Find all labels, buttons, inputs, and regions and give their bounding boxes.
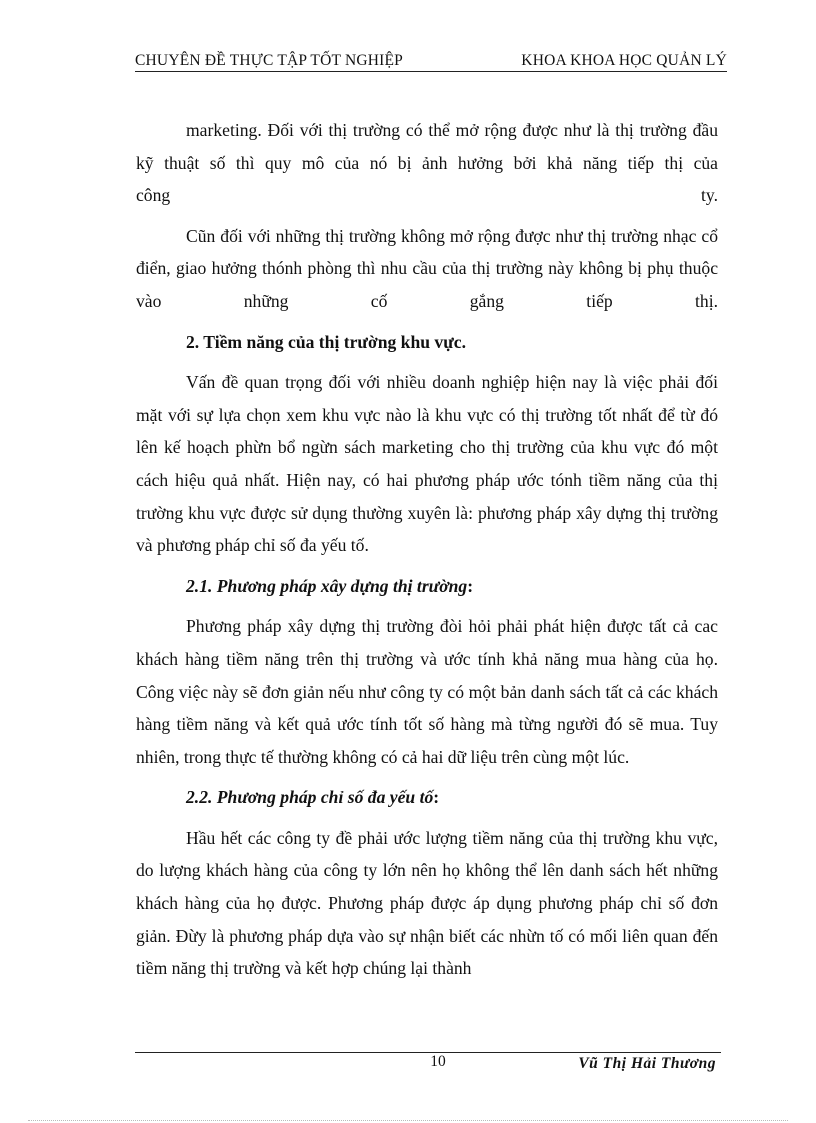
- paragraph-4: Phương pháp xây dựng thị trường đòi hỏi phải phát hiện được tất cả cac khách hàng tiềm năng trên thị trường và ước tính khả năng mua hàng của họ. Công việc này sẽ đơn giản nếu như công ty có một bản danh sách tất cả các khách hàng tiềm năng và kết quả ước tính tốt số hàng mà từng người đó sẽ mua. Tuy nhiên, trong thực tế thường không có cả hai dữ liệu trên cùng một lúc.: [136, 616, 718, 767]
- paragraph-2: Cũn đối với những thị trường không mở rộng được như thị trường nhạc cổ điển, giao hưởng thónh phòng thì nhu cầu của thị trường này không bị phụ thuộc vào những cố gắng tiếp thị.: [136, 225, 718, 311]
- subsection-heading-2-1: [136, 570, 718, 603]
- page-bottom-edge: [28, 1120, 788, 1121]
- section-heading-2: 2. Tiềm năng của thị trường khu vực.: [186, 331, 466, 352]
- page-number: 10: [430, 1053, 446, 1070]
- page-header: [135, 48, 727, 70]
- paragraph-1: [136, 114, 718, 179]
- subsection-heading-2-1-colon: :: [467, 575, 474, 596]
- subsection-heading-2-2-colon: :: [433, 787, 440, 808]
- paragraph-1-word-right: ty.: [701, 185, 718, 206]
- header-left-title: CHUYÊN ĐỀ THỰC TẬP TỐT NGHIỆP: [135, 52, 403, 69]
- subsection-heading-2-2: [136, 781, 718, 814]
- document-body: [136, 114, 718, 993]
- paragraph-5: Hầu hết các công ty đề phải ước lượng tiềm năng của thị trường khu vực, do lượng khách hàng của công ty lớn nên họ không thể lên danh sách hết những khách hàng của họ được. Phương pháp được áp dụng phương pháp chỉ số đơn giản. Đừy là phương pháp dựa vào sự nhận biết các nhừn tố có mối liên quan đến tiềm năng thị trường và kết hợp chúng lại thành: [136, 827, 718, 979]
- footer-author: Vũ Thị Hải Thương: [578, 1055, 716, 1072]
- paragraph-1-word-left: công: [136, 185, 171, 206]
- paragraph-3: Vấn đề quan trọng đối với nhiều doanh nghiệp hiện nay là việc phải đối mặt với sự lựa chọn xem khu vực nào là khu vực có thị trường tốt nhất để từ đó lên kế hoạch phừn bổ ngừn sách marketing cho thị trường của khu vực đó một cách hiệu quả nhất. Hiện nay, có hai phương pháp ước tónh tiềm năng của thị trường khu vực được sử dụng thường xuyên là: phương pháp xây dựng thị trường và phương pháp chỉ số đa yếu tố.: [136, 372, 718, 556]
- paragraph-1-text: marketing. Đối với thị trường có thể mở rộng được như là thị trường đầu kỹ thuật số thì quy mô của nó bị ảnh hưởng bởi khả năng tiếp thị của: [136, 120, 718, 173]
- subsection-heading-2-1-text: 2.1. Phương pháp xây dựng thị trường: [186, 575, 468, 596]
- subsection-heading-2-2-text: 2.2. Phương pháp chỉ số đa yếu tố: [186, 787, 434, 808]
- header-right-title: KHOA KHOA HỌC QUẢN LÝ: [521, 52, 727, 69]
- paragraph-1-last-line: [136, 179, 718, 212]
- header-divider: [135, 71, 727, 72]
